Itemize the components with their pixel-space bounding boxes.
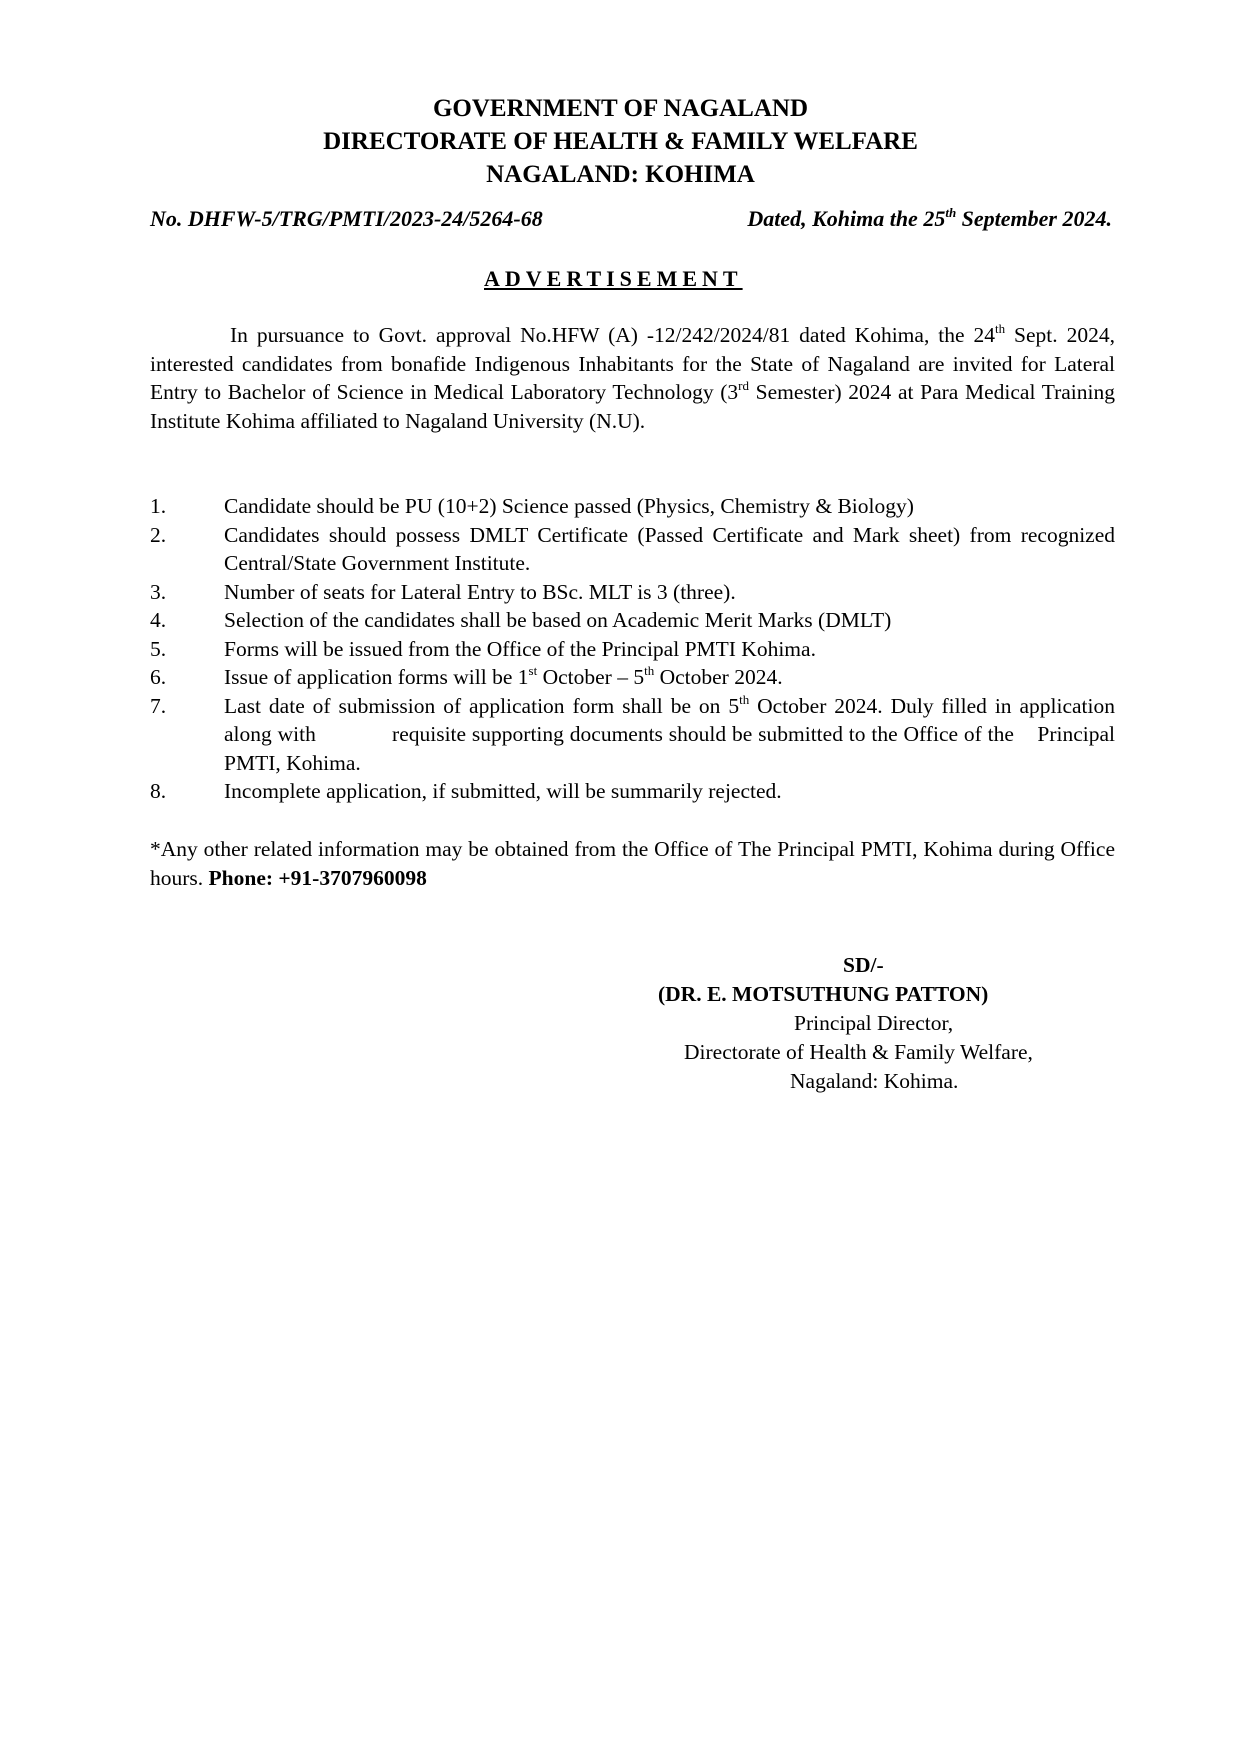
conditions-list [150, 492, 1115, 806]
item-superscript: th [739, 691, 750, 707]
letterhead-government: GOVERNMENT OF NAGALAND [432, 95, 808, 122]
list-item-number: 1. [150, 494, 167, 518]
item-text-part: October – 5 [537, 665, 645, 689]
list-item-text: Incomplete application, if submitted, will be summarily rejected. [224, 779, 782, 803]
item-text-part: Last date of submission of application form shall be on 5 [224, 693, 740, 718]
advertisement-title: ADVERTISEMENT [484, 266, 743, 291]
date-prefix: Dated, Kohima the 25 [747, 206, 946, 231]
list-item-text [224, 692, 1115, 778]
signatory-directorate: Directorate of Health & Family Welfare, [684, 1040, 1033, 1064]
item-superscript: st [528, 663, 538, 678]
item-text-part: October 2024. Duly filled in application along with requisite supporting documents should be submitted to the Office of the Principal PMTI, Kohima. [224, 693, 1115, 775]
intro-part-1: In pursuance to Govt. approval No.HFW (A) -12/242/2024/81 dated Kohima, the 24 [230, 323, 995, 347]
list-item-number: 2. [150, 522, 167, 547]
list-item-text: Candidates should possess DMLT Certificate (Passed Certificate and Mark sheet) from recognized Central/State Government Institute. [224, 522, 1115, 575]
list-item-text [224, 663, 1115, 692]
list-item [150, 692, 1115, 778]
list-item-number: 8. [150, 779, 167, 803]
item-superscript: th [644, 663, 655, 678]
list-item [150, 606, 1115, 635]
intro-part-2: Sept. 2024, interested candidates from bonafide Indigenous Inhabitants for the State of Nagaland are invited for Lateral Entry to Bachelor of Science in Medical Laboratory Technology (3 [150, 323, 1115, 404]
letterhead-directorate: DIRECTORATE OF HEALTH & FAMILY WELFARE [323, 128, 918, 155]
date-suffix: September 2024. [956, 206, 1112, 231]
intro-paragraph [150, 321, 1115, 435]
list-item [150, 663, 1115, 692]
list-item-text: Selection of the candidates shall be based on Academic Merit Marks (DMLT) [224, 608, 892, 632]
list-item-number: 6. [150, 665, 167, 689]
signatory-place: Nagaland: Kohima. [790, 1069, 959, 1093]
list-item [150, 578, 1115, 607]
intro-superscript-1: th [994, 321, 1006, 336]
signatory-designation: Principal Director, [794, 1011, 954, 1035]
list-item [150, 521, 1115, 578]
reference-number: No. DHFW-5/TRG/PMTI/2023-24/5264-68 [150, 206, 543, 231]
letterhead [0, 92, 1241, 191]
contact-note [150, 835, 1115, 893]
list-item [150, 635, 1115, 664]
list-item-number: 3. [150, 579, 167, 604]
item-text-part: Issue of application forms will be 1 [224, 665, 529, 689]
list-item-number: 5. [150, 636, 167, 661]
reference-date [747, 205, 1112, 233]
list-item [150, 777, 1115, 806]
list-item-text: Number of seats for Lateral Entry to BSc. MLT is 3 (three). [224, 579, 736, 604]
signatory-name: (DR. E. MOTSUTHUNG PATTON) [658, 982, 989, 1006]
list-item-text: Forms will be issued from the Office of the Principal PMTI Kohima. [224, 636, 816, 661]
list-item-number: 7. [150, 693, 167, 718]
signature-sd: SD/- [843, 953, 884, 977]
intro-part-3: Semester) 2024 at Para Medical Training Institute Kohima affiliated to Nagaland University (N.U). [150, 380, 1115, 433]
intro-superscript-2: rd [738, 378, 750, 393]
list-item [150, 492, 1115, 521]
letterhead-location: NAGALAND: KOHIMA [486, 161, 755, 188]
list-item-text: Candidate should be PU (10+2) Science passed (Physics, Chemistry & Biology) [224, 494, 914, 518]
item-text-part: October 2024. [654, 665, 783, 689]
note-text: *Any other related information may be obtained from the Office of The Principal PMTI, Kohima during Office hours. [150, 837, 1115, 890]
list-item-number: 4. [150, 608, 167, 632]
date-superscript: th [945, 205, 957, 220]
phone-number: Phone: +91-3707960098 [208, 866, 427, 890]
